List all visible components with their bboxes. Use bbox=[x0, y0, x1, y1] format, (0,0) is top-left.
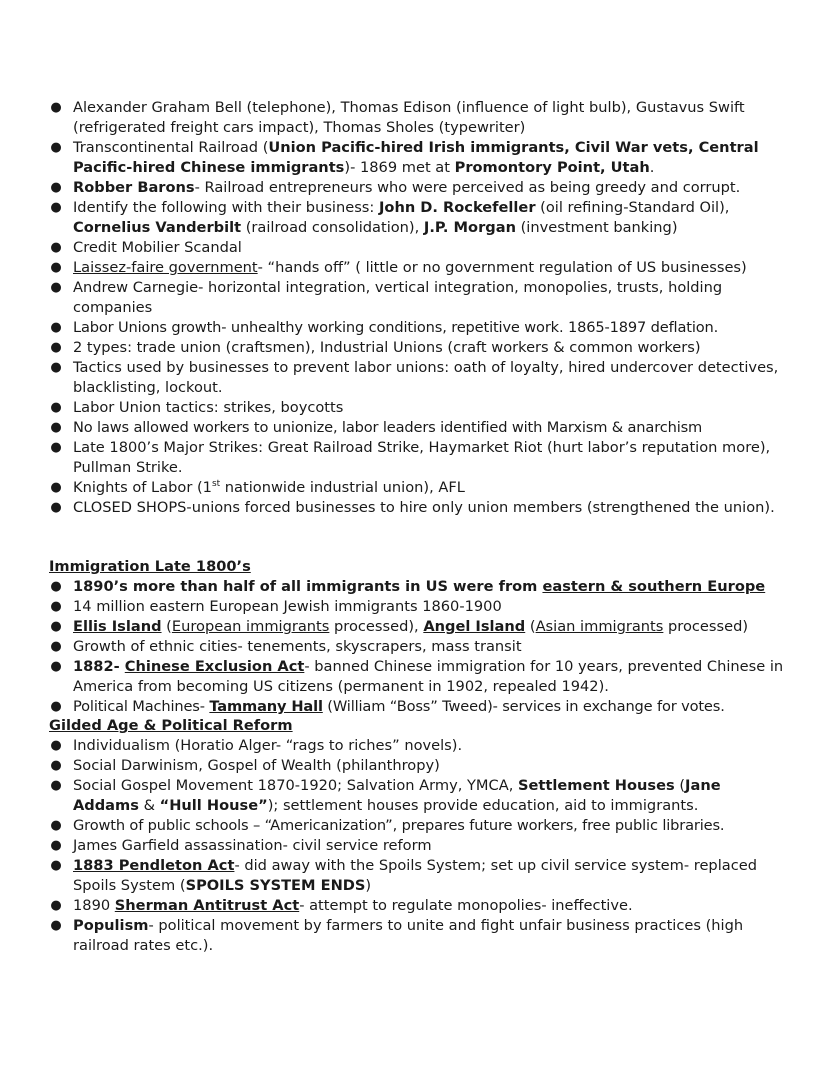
list-item: ● Political Machines- Tammany Hall (William “Boss” Tweed)- services in exchange for votes. bbox=[0, 697, 828, 717]
bullet-icon: ● bbox=[50, 838, 62, 853]
bullet-icon: ● bbox=[50, 898, 62, 913]
list-item: ● Labor Unions growth- unhealthy working conditions, repetitive work. 1865-1897 deflation. bbox=[0, 318, 828, 338]
bullet-icon: ● bbox=[50, 918, 62, 933]
bullet-icon: ● bbox=[50, 180, 62, 195]
list-item: ● Growth of public schools – “Americanization”, prepares future workers, free public libraries. bbox=[0, 816, 828, 836]
bullet-icon: ● bbox=[50, 480, 62, 495]
list-item: ● 14 million eastern European Jewish immigrants 1860-1900 bbox=[0, 597, 828, 617]
list-item: ● Transcontinental Railroad (Union Pacific-hired Irish immigrants, Civil War vets, Central Pacific-hired Chinese immigrants)- 1869 met at Promontory Point, Utah. bbox=[0, 138, 828, 178]
list-item: ● 1890’s more than half of all immigrants in US were from eastern & southern Europe bbox=[0, 577, 828, 597]
list-item: ● CLOSED SHOPS-unions forced businesses to hire only union members (strengthened the union). bbox=[0, 498, 828, 518]
list-item: ● 1882- Chinese Exclusion Act- banned Chinese immigration for 10 years, prevented Chinese in America from becoming US citizens (permanent in 1902, repealed 1942). bbox=[0, 657, 828, 697]
bullet-icon: ● bbox=[50, 758, 62, 773]
bullet-icon: ● bbox=[50, 579, 62, 594]
bullet-icon: ● bbox=[50, 699, 62, 714]
list-item: ● Laissez-faire government- “hands off” ( little or no government regulation of US businesses) bbox=[0, 258, 828, 278]
list-item: ● Social Darwinism, Gospel of Wealth (philanthropy) bbox=[0, 756, 828, 776]
list-item: ● 2 types: trade union (craftsmen), Industrial Unions (craft workers & common workers) bbox=[0, 338, 828, 358]
bullet-icon: ● bbox=[50, 200, 62, 215]
bullet-icon: ● bbox=[50, 500, 62, 515]
bullet-icon: ● bbox=[50, 738, 62, 753]
bullet-icon: ● bbox=[50, 599, 62, 614]
bullet-icon: ● bbox=[50, 240, 62, 255]
bullet-icon: ● bbox=[50, 818, 62, 833]
bullet-icon: ● bbox=[50, 619, 62, 634]
bullet-icon: ● bbox=[50, 778, 62, 793]
list-item: ● Ellis Island (European immigrants processed), Angel Island (Asian immigrants processed) bbox=[0, 617, 828, 637]
list-item: ● Credit Mobilier Scandal bbox=[0, 238, 828, 258]
bullet-icon: ● bbox=[50, 420, 62, 435]
list-item: ● Growth of ethnic cities- tenements, skyscrapers, mass transit bbox=[0, 637, 828, 657]
bullet-icon: ● bbox=[50, 858, 62, 873]
section-gilded-age bbox=[0, 716, 828, 956]
list-item: ● Individualism (Horatio Alger- “rags to riches” novels). bbox=[0, 736, 828, 756]
list-item: ● Identify the following with their business: John D. Rockefeller (oil refining-Standard Oil), Cornelius Vanderbilt (railroad consolidation), J.P. Morgan (investment banking) bbox=[0, 198, 828, 238]
list-item: ● Populism- political movement by farmers to unite and fight unfair business practices (high railroad rates etc.). bbox=[0, 916, 828, 956]
list-item: ● Tactics used by businesses to prevent labor unions: oath of loyalty, hired undercover detectives, blacklisting, lockout. bbox=[0, 358, 828, 398]
list-item: ● James Garfield assassination- civil service reform bbox=[0, 836, 828, 856]
list-item: ● Knights of Labor (1st nationwide industrial union), AFL bbox=[0, 478, 828, 498]
bullet-icon: ● bbox=[50, 140, 62, 155]
bullet-list bbox=[0, 577, 828, 717]
section-heading: Immigration Late 1800’s bbox=[49, 558, 251, 575]
bullet-list bbox=[0, 736, 828, 956]
list-item: ● 1890 Sherman Antitrust Act- attempt to regulate monopolies- ineffective. bbox=[0, 896, 828, 916]
bullet-icon: ● bbox=[50, 320, 62, 335]
bullet-icon: ● bbox=[50, 400, 62, 415]
section-immigration bbox=[0, 557, 828, 717]
bullet-icon: ● bbox=[50, 260, 62, 275]
section-heading: Gilded Age & Political Reform bbox=[49, 717, 293, 734]
bullet-list bbox=[0, 98, 828, 518]
list-item: ● Labor Union tactics: strikes, boycotts bbox=[0, 398, 828, 418]
bullet-icon: ● bbox=[50, 360, 62, 375]
list-item: ● Social Gospel Movement 1870-1920; Salvation Army, YMCA, Settlement Houses (Jane Addams & “Hull House”); settlement houses provide education, aid to immigrants. bbox=[0, 776, 828, 816]
list-item: ● 1883 Pendleton Act- did away with the Spoils System; set up civil service system- replaced Spoils System (SPOILS SYSTEM ENDS) bbox=[0, 856, 828, 896]
bullet-icon: ● bbox=[50, 280, 62, 295]
list-item: ● Alexander Graham Bell (telephone), Thomas Edison (influence of light bulb), Gustavus Swift (refrigerated freight cars impact), Thomas Sholes (typewriter) bbox=[0, 98, 828, 138]
list-item: ● Andrew Carnegie- horizontal integration, vertical integration, monopolies, trusts, holding companies bbox=[0, 278, 828, 318]
bullet-icon: ● bbox=[50, 100, 62, 115]
bullet-icon: ● bbox=[50, 340, 62, 355]
bullet-icon: ● bbox=[50, 639, 62, 654]
list-item: ● No laws allowed workers to unionize, labor leaders identified with Marxism & anarchism bbox=[0, 418, 828, 438]
bullet-icon: ● bbox=[50, 659, 62, 674]
list-item: ● Late 1800’s Major Strikes: Great Railroad Strike, Haymarket Riot (hurt labor’s reputation more), Pullman Strike. bbox=[0, 438, 828, 478]
bullet-icon: ● bbox=[50, 440, 62, 455]
list-item: ● Robber Barons- Railroad entrepreneurs who were perceived as being greedy and corrupt. bbox=[0, 178, 828, 198]
section-industrialization bbox=[0, 98, 828, 518]
